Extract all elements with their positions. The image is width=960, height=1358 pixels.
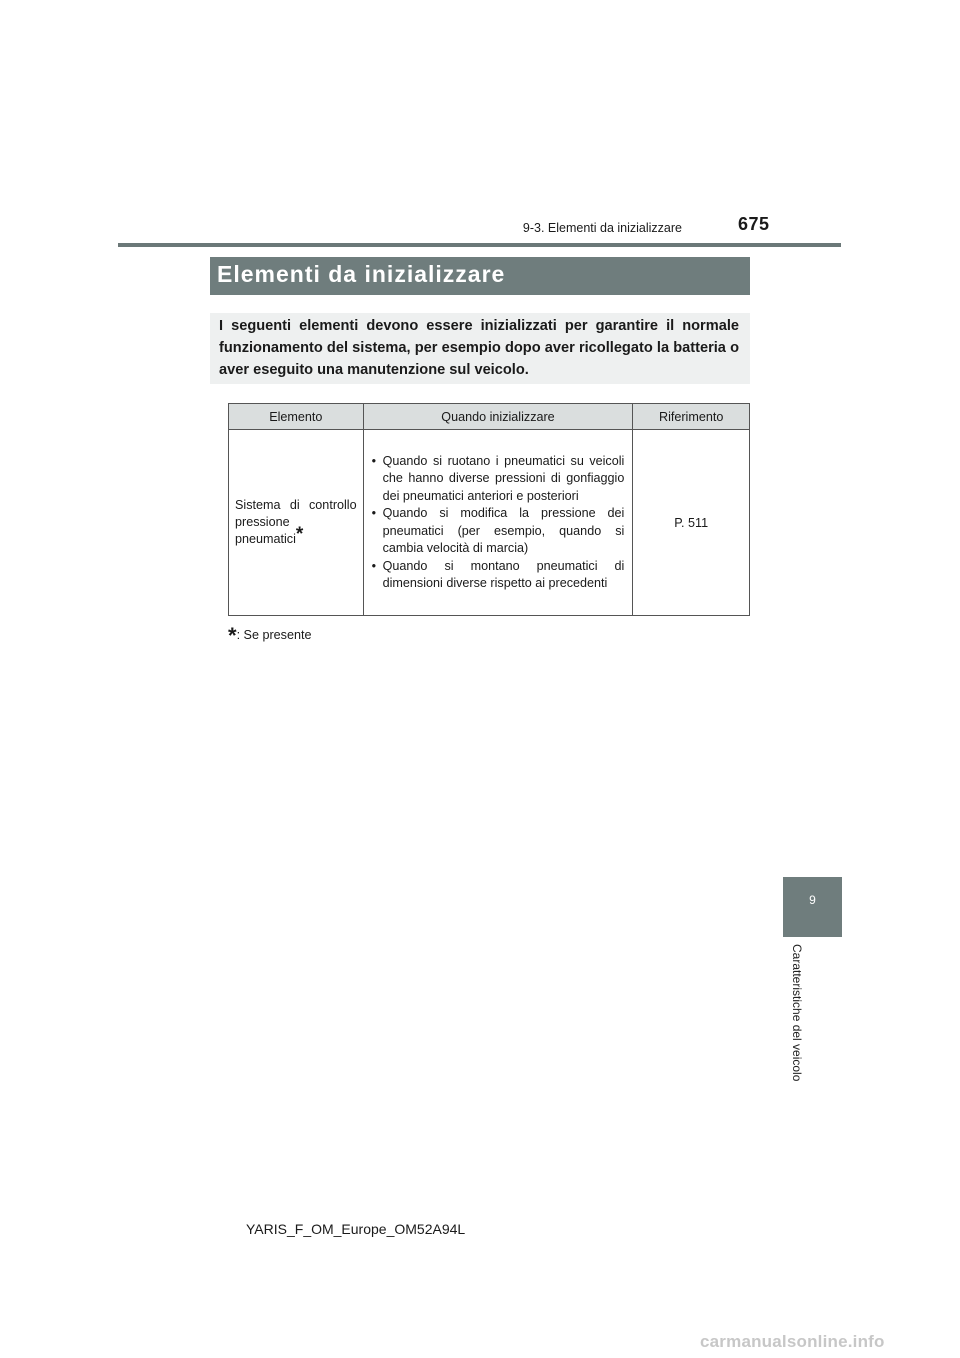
column-header-element: Elemento [229, 404, 364, 430]
list-item: • Quando si montano pneumatici di dimensioni diverse rispetto ai precedenti [372, 558, 625, 593]
chapter-tab[interactable] [783, 877, 842, 937]
section-reference: 9-3. Elementi da inizializzare [522, 221, 682, 235]
document-code: YARIS_F_OM_Europe_OM52A94L [246, 1221, 466, 1237]
column-header-when: Quando inizializzare [363, 404, 633, 430]
list-item: • Quando si ruotano i pneumatici su veicoli che hanno diverse pressioni di gonfiaggio dei pneumatici anteriori e posteriori [372, 453, 625, 506]
column-header-reference: Riferimento [633, 404, 750, 430]
chapter-number: 9 [809, 893, 816, 907]
footnote-marker: * [228, 623, 237, 648]
table-header-row [229, 404, 750, 430]
chapter-label: Caratteristiche del veicolo [790, 944, 804, 1082]
page-reference-link[interactable]: P. 511 [674, 515, 709, 530]
footnote [228, 623, 311, 649]
availability-marker: * [295, 524, 304, 545]
element-cell [229, 430, 364, 616]
intro-box [210, 313, 750, 384]
intro-text: I seguenti elementi devono essere inizializzati per garantire il normale funzionamento del sistema, per esempio dopo aver ricollegato la batteria o aver eseguito una manutenzione sul veicolo. [219, 318, 739, 378]
page-number: 675 [738, 214, 770, 234]
footnote-text: : Se presente [236, 628, 312, 642]
element-name: Sistema di controllo pressione pneumatici [235, 498, 357, 546]
list-item: • Quando si modifica la pressione dei pneumatici (per esempio, quando si cambia velocità di marcia) [372, 505, 625, 558]
section-title-banner [210, 257, 750, 295]
reference-cell [633, 430, 750, 616]
when-list [364, 450, 633, 596]
section-title: Elementi da inizializzare [217, 261, 506, 287]
when-cell [363, 430, 633, 616]
watermark: carmanualsonline.info [700, 1332, 885, 1351]
table-row [229, 430, 750, 616]
items-table-container [228, 403, 750, 617]
items-table [228, 403, 750, 616]
header-divider [118, 243, 841, 247]
